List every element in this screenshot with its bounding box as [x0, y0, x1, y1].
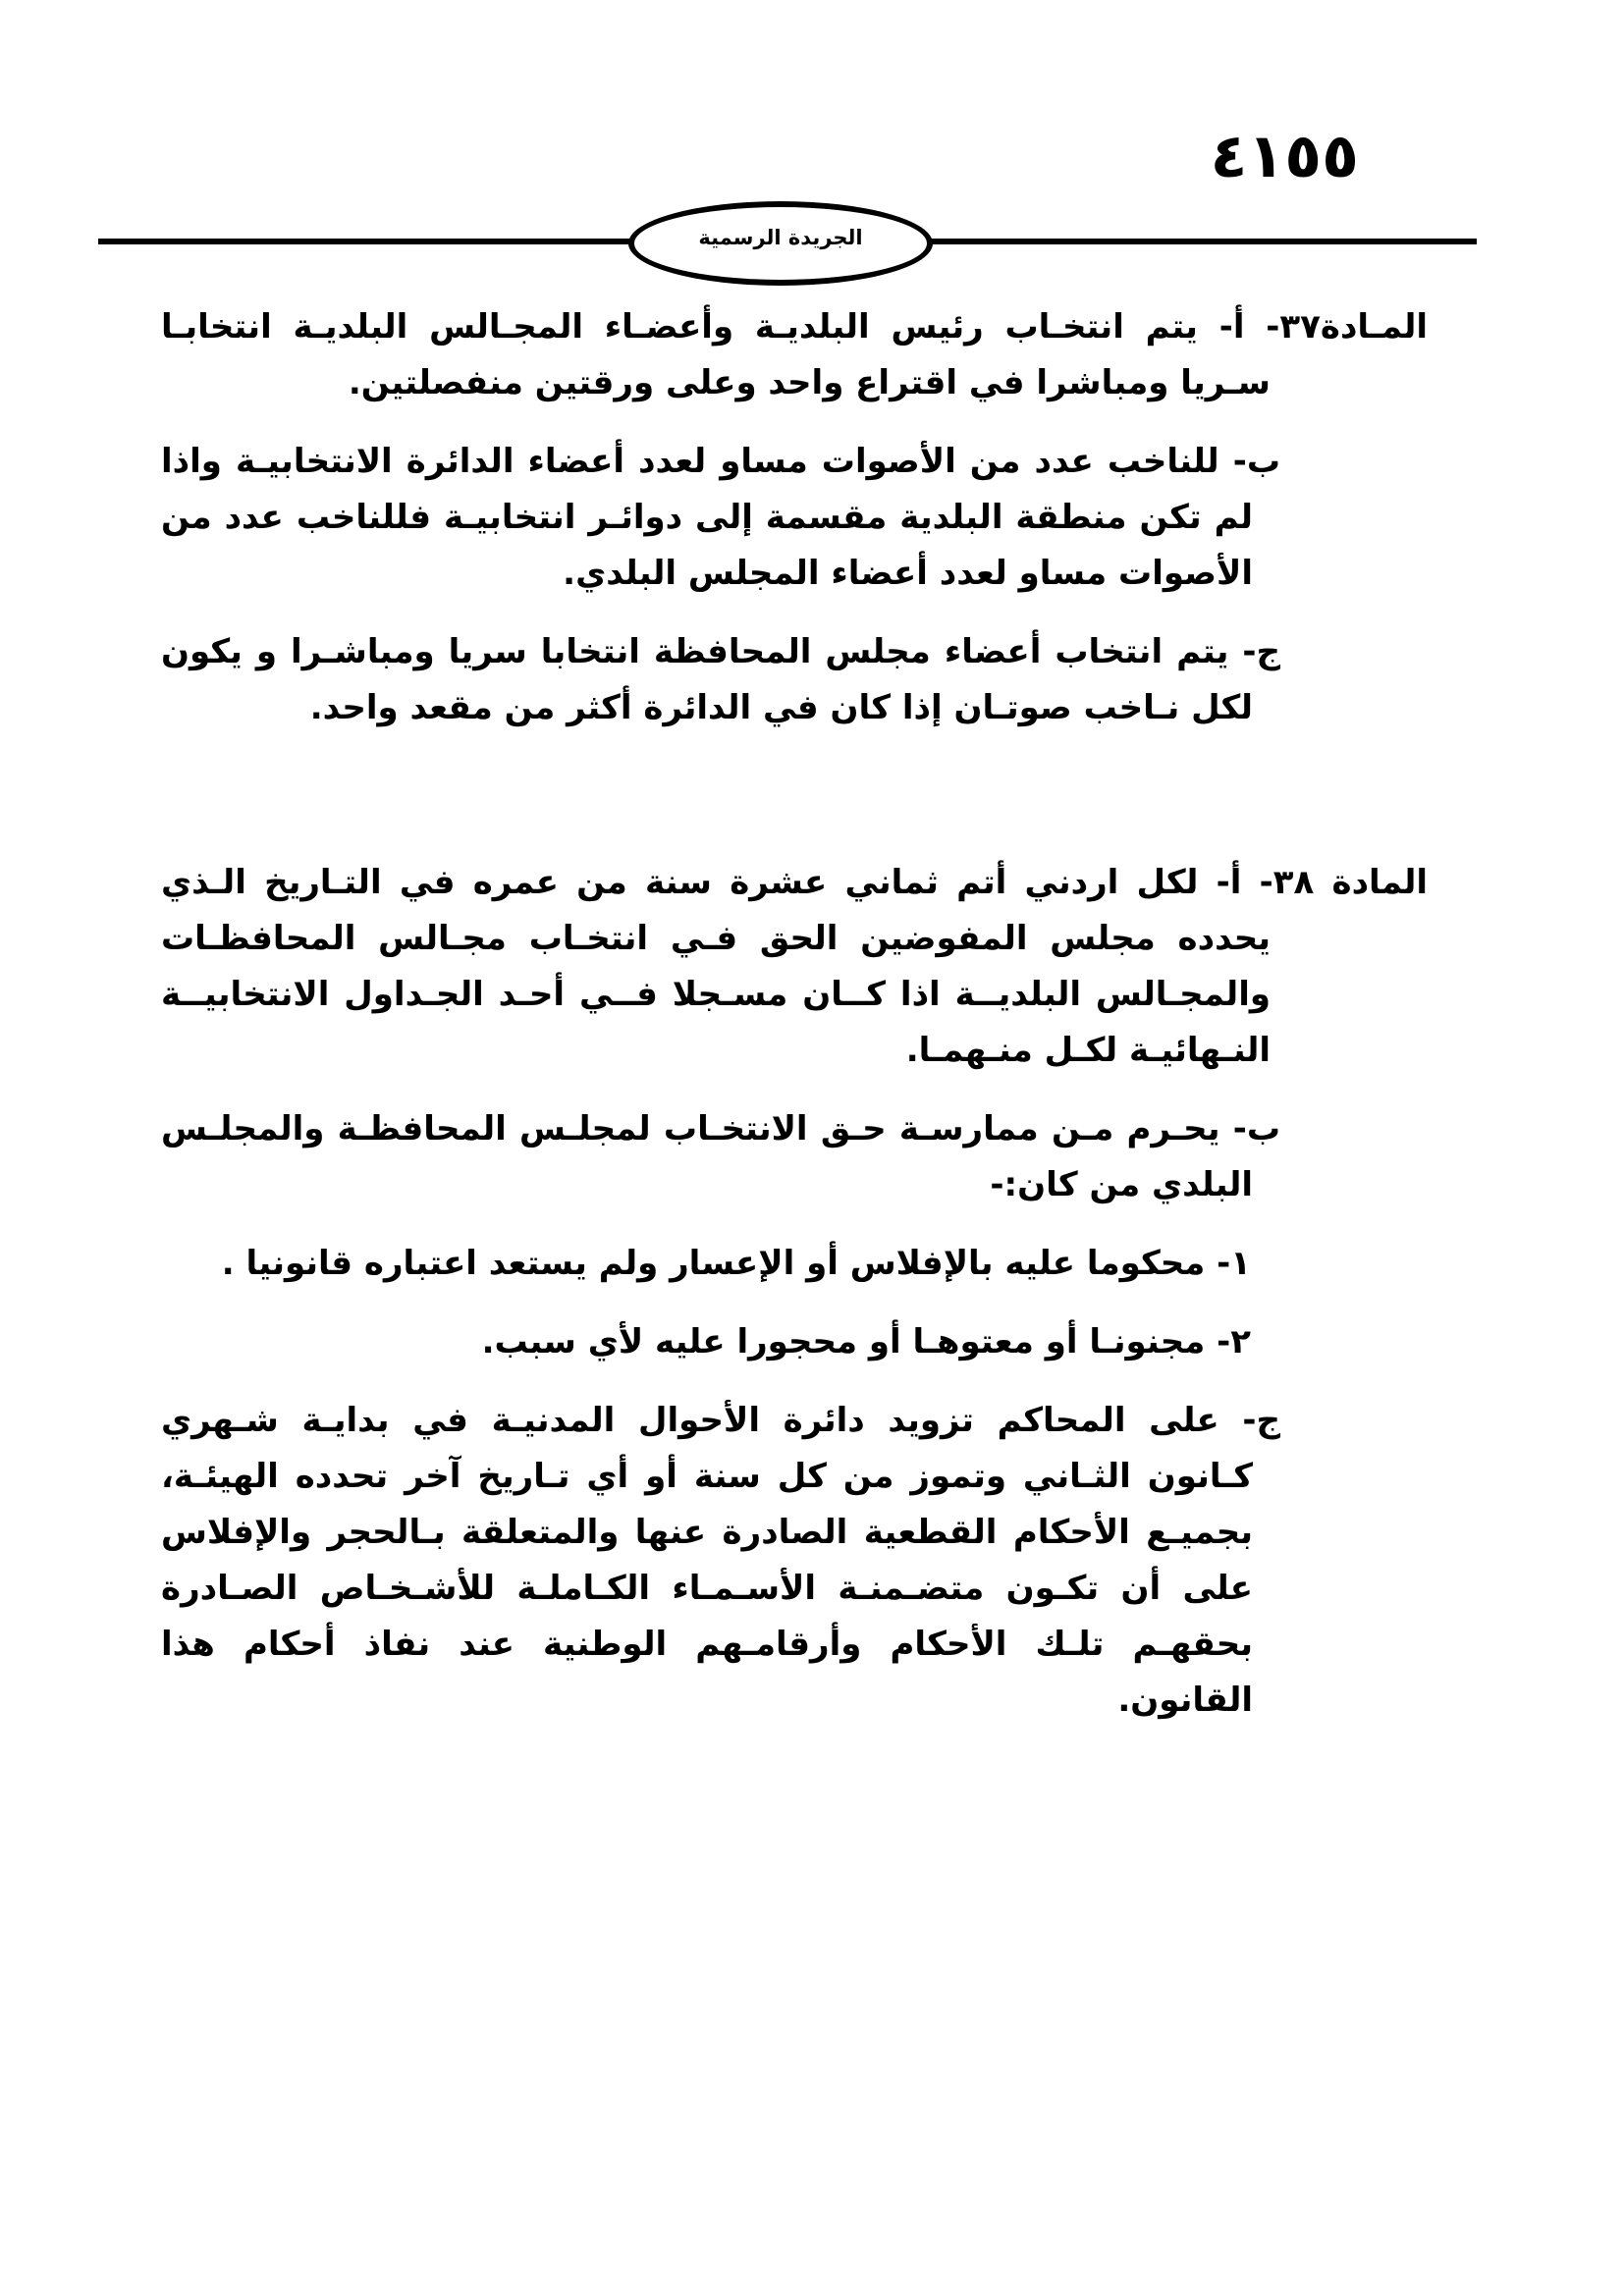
article-38-clause-a: المادة ٣٨- أ- لكل اردني أتم ثماني عشرة سنة من عمره في التـاريخ الـذي يحدده مجلس المفوضين الحق فـي انتخـاب مجـالس المحافظـات والمجـالس البلديــة اذا كــان مسـجلا فــي أحـد الجـداول الانتخابيــة النـهائيـة لكـل منـهمـا. [161, 863, 1429, 1070]
article-38-clause-c: ج- على المحاكم تزويد دائرة الأحوال المدنيـة في بدايـة شـهري كـانون الثـاني وتموز من كل سنة أو أي تـاريخ آخر تحدده الهيئـة، بجميـع الأحكام القطعية الصادرة عنها والمتعلقة بـالحجر والإفلاس على أن تكـون متضـمنـة الأسـمـاء الكـاملـة للأشـخـاص الصـادرة بحقهـم تلـك الأحكام وأرقامـهم الوطنية عند نفاذ أحكام هذا القانون. [161, 1401, 1280, 1720]
page-number: ٤١٥٥ [1210, 120, 1359, 191]
article-37-clause-c: ج- يتم انتخاب أعضاء مجلس المحافظة انتخابا سريا ومباشـرا و يكون لكل نـاخب صوتـان إذا كان في الدائرة أكثر من مقعد واحد. [161, 632, 1280, 727]
gazette-title: الجريدة الرسمية [698, 226, 863, 249]
article-38-clause-b-item-2: ٢- مجنونـا أو معتوهـا أو محجورا عليه لأي سبب. [481, 1322, 1251, 1362]
article-37-clause-a: المـادة٣٧- أ- يتم انتخـاب رئيس البلديـة وأعضـاء المجـالس البلديـة انتخابـا سـريا ومباشرا في اقتراع واحد وعلى ورقتين منفصلتين. [161, 307, 1428, 402]
article-38-clause-b: ب- يحـرم مـن ممارسـة حـق الانتخـاب لمجلـس المحافظـة والمجلـس البلدي من كان:- [161, 1109, 1280, 1204]
article-separator [161, 759, 1428, 855]
gazette-header-oval [628, 201, 933, 286]
article-38-clause-b-item-1: ١- محكوما عليه بالإفلاس أو الإعسار ولم يستعد اعتباره قانونيا . [221, 1244, 1251, 1283]
document-body [161, 299, 1428, 1751]
article-37-clause-b: ب- للناخب عدد من الأصوات مساو لعدد أعضاء الدائرة الانتخابيـة واذا لم تكن منطقة البلدية مقسمة إلى دوائـر انتخابيـة فللناخب عدد من الأصوات مساو لعدد أعضاء المجلس البلدي. [161, 442, 1280, 593]
